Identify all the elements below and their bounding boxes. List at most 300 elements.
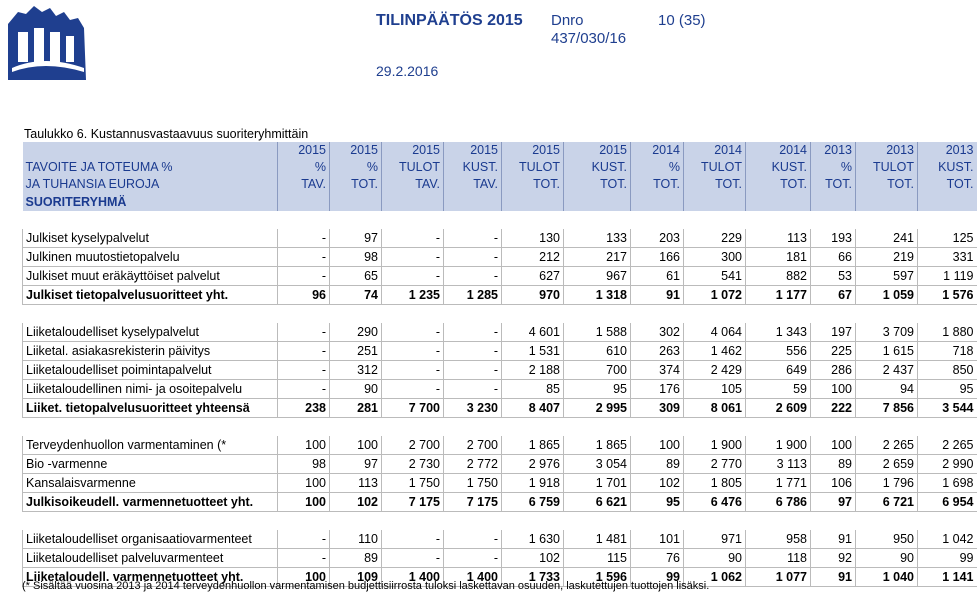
table-cell: 133 [564, 229, 631, 248]
table-cell: - [444, 342, 502, 361]
table-cell: 286 [811, 361, 856, 380]
table-row [23, 229, 977, 248]
table-cell: 219 [856, 248, 918, 267]
table-cell: 1 865 [502, 436, 564, 455]
table-cell: 61 [631, 267, 684, 286]
column-header-line: TULOT [399, 160, 440, 174]
table-cell: 331 [918, 248, 977, 267]
table-cell: 100 [278, 493, 330, 512]
column-header-line: % [366, 160, 378, 174]
table-cell: - [278, 342, 330, 361]
table-cell: 222 [811, 399, 856, 418]
table-row [23, 267, 977, 286]
table-cell: 181 [746, 248, 811, 267]
table-cell: 2 437 [856, 361, 918, 380]
table-cell: 8 061 [684, 399, 746, 418]
column-header [631, 142, 684, 193]
table-cell: 1 400 [444, 568, 502, 587]
spacer-row [23, 305, 977, 324]
column-header-line: TOT. [780, 177, 807, 191]
table-cell: 106 [811, 474, 856, 493]
table-row [23, 323, 977, 342]
table-cell: 100 [330, 436, 382, 455]
table-cell: 1 042 [918, 530, 977, 549]
row-label: Julkiset tietopalvelusuoritteet yht. [23, 286, 278, 305]
table-row [23, 361, 977, 380]
header-label [23, 142, 278, 193]
table-cell: 7 175 [382, 493, 444, 512]
table-cell: 2 990 [918, 455, 977, 474]
column-header-line: TULOT [519, 160, 560, 174]
column-header-line: TOT. [351, 177, 378, 191]
column-header-line: TOT. [533, 177, 560, 191]
table-cell: 1 615 [856, 342, 918, 361]
row-label: Julkinen muutostietopalvelu [23, 248, 278, 267]
document-title: TILINPÄÄTÖS 2015 [376, 12, 523, 29]
column-header [918, 142, 977, 193]
table-cell: 91 [811, 530, 856, 549]
table-cell: 3 113 [746, 455, 811, 474]
table-cell: 99 [918, 549, 977, 568]
table-row [23, 380, 977, 399]
section-cell [330, 193, 382, 211]
table-cell: - [382, 229, 444, 248]
column-header-line: TOT. [946, 177, 974, 191]
section-cell [444, 193, 502, 211]
section-cell [502, 193, 564, 211]
table-cell: 541 [684, 267, 746, 286]
table-cell: - [382, 342, 444, 361]
table-cell: 718 [918, 342, 977, 361]
row-label: Bio -varmenne [23, 455, 278, 474]
column-header [502, 142, 564, 193]
table-cell: 7 700 [382, 399, 444, 418]
table-cell: 59 [746, 380, 811, 399]
table-cell: 882 [746, 267, 811, 286]
table-cell: 290 [330, 323, 382, 342]
table-cell: 118 [746, 549, 811, 568]
table-cell: - [278, 248, 330, 267]
table-cell: 374 [631, 361, 684, 380]
column-header [811, 142, 856, 193]
table-cell: 6 476 [684, 493, 746, 512]
header-label-line2: JA TUHANSIA EUROJA [25, 177, 160, 191]
section-cell [746, 193, 811, 211]
column-header-line: 2015 [470, 143, 498, 157]
column-header-line: % [840, 160, 852, 174]
table-cell: - [382, 549, 444, 568]
column-header-line: TAV. [415, 177, 440, 191]
table-cell: 263 [631, 342, 684, 361]
table-cell: 115 [564, 549, 631, 568]
table-cell: 67 [811, 286, 856, 305]
table-cell: 130 [502, 229, 564, 248]
table-cell: - [278, 361, 330, 380]
column-header-line: KUST. [938, 160, 974, 174]
table-cell: 2 265 [918, 436, 977, 455]
table-cell: 1 576 [918, 286, 977, 305]
table-cell: 203 [631, 229, 684, 248]
table-cell: 97 [330, 229, 382, 248]
spacer-row [23, 211, 977, 229]
row-label: Liiketal. asiakasrekisterin päivitys [23, 342, 278, 361]
spacer-cell [23, 418, 977, 437]
column-header-line: KUST. [462, 160, 498, 174]
table-row [23, 399, 977, 418]
table-cell: - [382, 530, 444, 549]
table-row [23, 474, 977, 493]
section-cell [811, 193, 856, 211]
table-cell: - [444, 380, 502, 399]
table-cell: 309 [631, 399, 684, 418]
table-cell: 100 [278, 474, 330, 493]
row-label: Liiketaloudellinen nimi- ja osoitepalvelu [23, 380, 278, 399]
table-cell: 1 698 [918, 474, 977, 493]
table-cell: 95 [564, 380, 631, 399]
document-date: 29.2.2016 [376, 63, 439, 79]
table-row [23, 455, 977, 474]
column-header-line: 2013 [824, 143, 852, 157]
table-cell: 96 [278, 286, 330, 305]
table-cell: 2 730 [382, 455, 444, 474]
table-cell: 1 343 [746, 323, 811, 342]
table-cell: 1 805 [684, 474, 746, 493]
table-cell: 251 [330, 342, 382, 361]
table-cell: 98 [278, 455, 330, 474]
row-label: Liiketaloudelliset kyselypalvelut [23, 323, 278, 342]
table-cell: 2 772 [444, 455, 502, 474]
column-header-line: TOT. [825, 177, 852, 191]
row-label: Liiketaloudelliset organisaatiovarmenteet [23, 530, 278, 549]
table-cell: 238 [278, 399, 330, 418]
table-row [23, 493, 977, 512]
spacer-cell [23, 305, 977, 324]
footnote: (* Sisältää vuosina 2013 ja 2014 terveydenhuollon varmentamisen budjettisiirrosta tuloksi laskettavan osuuden, laskutettujen tuottojen lisäksi. [22, 580, 710, 592]
column-header-line: % [314, 160, 326, 174]
table-cell: 4 064 [684, 323, 746, 342]
table-cell: 113 [746, 229, 811, 248]
table-cell: 7 856 [856, 399, 918, 418]
table-cell: - [278, 267, 330, 286]
section-row [23, 193, 977, 211]
table-cell: 1 059 [856, 286, 918, 305]
table-cell: 610 [564, 342, 631, 361]
table-cell: 90 [856, 549, 918, 568]
table-cell: 970 [502, 286, 564, 305]
column-header-line: TULOT [873, 160, 914, 174]
column-header-line: 2015 [599, 143, 627, 157]
table-cell: 6 954 [918, 493, 977, 512]
table-cell: 556 [746, 342, 811, 361]
table-cell: 102 [330, 493, 382, 512]
section-cell [631, 193, 684, 211]
table-cell: 76 [631, 549, 684, 568]
table-cell: 176 [631, 380, 684, 399]
table-row [23, 549, 977, 568]
table-cell: - [382, 323, 444, 342]
section-cell [918, 193, 977, 211]
table-cell: 1 750 [444, 474, 502, 493]
table-cell: 1 701 [564, 474, 631, 493]
table-cell: 597 [856, 267, 918, 286]
table-cell: 7 175 [444, 493, 502, 512]
dnro-value: 437/030/16 [551, 30, 627, 47]
table-cell: - [382, 248, 444, 267]
table-cell: 225 [811, 342, 856, 361]
table-cell: 241 [856, 229, 918, 248]
column-header-line: TOT. [600, 177, 627, 191]
table-row [23, 286, 977, 305]
row-label: Liiketaloudell. varmennetuotteet yht. [23, 568, 278, 587]
row-label: Julkiset kyselypalvelut [23, 229, 278, 248]
column-header [278, 142, 330, 193]
table-cell: 53 [811, 267, 856, 286]
table-cell: 1 588 [564, 323, 631, 342]
table-cell: 100 [631, 436, 684, 455]
table-row [23, 436, 977, 455]
table-cell: 100 [811, 380, 856, 399]
table-cell: 6 721 [856, 493, 918, 512]
column-header-line: TAV. [473, 177, 498, 191]
row-label: Liiketaloudelliset poimintapalvelut [23, 361, 278, 380]
section-cell [278, 193, 330, 211]
table-cell: 1 400 [382, 568, 444, 587]
table-cell: 281 [330, 399, 382, 418]
table-cell: 1 285 [444, 286, 502, 305]
table-cell: 627 [502, 267, 564, 286]
table-cell: 94 [856, 380, 918, 399]
table-cell: - [444, 361, 502, 380]
dnro-label: Dnro [551, 12, 584, 29]
table-cell: 100 [278, 568, 330, 587]
table-cell: 3 709 [856, 323, 918, 342]
table-cell: 967 [564, 267, 631, 286]
table-cell: 2 995 [564, 399, 631, 418]
row-label: Liiketaloudelliset palveluvarmenteet [23, 549, 278, 568]
table-cell: 100 [811, 436, 856, 455]
table-cell: - [278, 380, 330, 399]
table-cell: 97 [811, 493, 856, 512]
table-cell: 312 [330, 361, 382, 380]
section-cell [856, 193, 918, 211]
table-cell: - [278, 229, 330, 248]
column-header-line: TOT. [715, 177, 742, 191]
table-row [23, 530, 977, 549]
table-cell: 1 880 [918, 323, 977, 342]
spacer-row [23, 512, 977, 531]
column-header-line: KUST. [771, 160, 807, 174]
table-cell: 8 407 [502, 399, 564, 418]
cost-table [22, 142, 977, 587]
table-cell: 89 [631, 455, 684, 474]
spacer-cell [23, 512, 977, 531]
spacer-row [23, 418, 977, 437]
table-cell: 90 [684, 549, 746, 568]
table-cell: 2 770 [684, 455, 746, 474]
table-cell: 95 [631, 493, 684, 512]
column-header-line: 2015 [298, 143, 326, 157]
table-cell: 300 [684, 248, 746, 267]
table-cell: - [444, 549, 502, 568]
column-header [746, 142, 811, 193]
table-cell: 1 531 [502, 342, 564, 361]
table-cell: 971 [684, 530, 746, 549]
table-cell: 89 [330, 549, 382, 568]
table-cell: 74 [330, 286, 382, 305]
table-cell: 1 900 [746, 436, 811, 455]
table-cell: 102 [502, 549, 564, 568]
column-header-line: 2013 [886, 143, 914, 157]
section-cell [564, 193, 631, 211]
column-header-line: 2015 [532, 143, 560, 157]
table-cell: 1 796 [856, 474, 918, 493]
table-cell: 1 235 [382, 286, 444, 305]
table-cell: 95 [918, 380, 977, 399]
table-cell: 212 [502, 248, 564, 267]
table-cell: 166 [631, 248, 684, 267]
table-cell: 958 [746, 530, 811, 549]
table-cell: 92 [811, 549, 856, 568]
table-cell: 193 [811, 229, 856, 248]
table-cell: 6 759 [502, 493, 564, 512]
table-cell: 3 544 [918, 399, 977, 418]
table-cell: 89 [811, 455, 856, 474]
column-header [444, 142, 502, 193]
column-header-line: KUST. [591, 160, 627, 174]
table-cell: - [444, 229, 502, 248]
table-cell: 2 188 [502, 361, 564, 380]
table-cell: 91 [631, 286, 684, 305]
organization-logo-icon [4, 2, 90, 84]
column-header [684, 142, 746, 193]
table-cell: 2 700 [382, 436, 444, 455]
row-label: Julkisoikeudell. varmennetuotteet yht. [23, 493, 278, 512]
table-cell: 1 077 [746, 568, 811, 587]
table-cell: 2 609 [746, 399, 811, 418]
table-cell: - [444, 323, 502, 342]
table-cell: 101 [631, 530, 684, 549]
table-cell: 113 [330, 474, 382, 493]
table-cell: 1 072 [684, 286, 746, 305]
table-cell: 110 [330, 530, 382, 549]
column-header-line: TULOT [701, 160, 742, 174]
row-label: Kansalaisvarmenne [23, 474, 278, 493]
column-header [564, 142, 631, 193]
table-cell: 3 054 [564, 455, 631, 474]
table-cell: - [382, 380, 444, 399]
table-cell: 1 630 [502, 530, 564, 549]
page-number: 10 (35) [658, 12, 706, 29]
table-row [23, 342, 977, 361]
table-cell: 1 771 [746, 474, 811, 493]
table-cell: 1 318 [564, 286, 631, 305]
table-cell: 1 462 [684, 342, 746, 361]
column-header-line: TAV. [301, 177, 326, 191]
table-cell: 1 177 [746, 286, 811, 305]
section-cell [382, 193, 444, 211]
table-cell: - [382, 267, 444, 286]
table-cell: 2 429 [684, 361, 746, 380]
column-header [856, 142, 918, 193]
table-cell: 6 786 [746, 493, 811, 512]
spacer-cell [23, 211, 977, 229]
table-cell: 950 [856, 530, 918, 549]
row-label: Terveydenhuollon varmentaminen (* [23, 436, 278, 455]
table-cell: 649 [746, 361, 811, 380]
table-row [23, 248, 977, 267]
section-cell [684, 193, 746, 211]
table-cell: 85 [502, 380, 564, 399]
table-cell: 2 976 [502, 455, 564, 474]
table-cell: 4 601 [502, 323, 564, 342]
table-cell: - [382, 361, 444, 380]
table-cell: 1 040 [856, 568, 918, 587]
table-cell: 2 265 [856, 436, 918, 455]
table-cell: 850 [918, 361, 977, 380]
column-header-line: TOT. [653, 177, 680, 191]
table-cell: - [278, 323, 330, 342]
column-header-line: 2014 [779, 143, 807, 157]
table-cell: 197 [811, 323, 856, 342]
table-cell: 99 [631, 568, 684, 587]
column-header-line: 2014 [652, 143, 680, 157]
section-label: SUORITERYHMÄ [23, 193, 278, 211]
table-cell: 2 659 [856, 455, 918, 474]
table-cell: - [444, 248, 502, 267]
table-cell: 1 062 [684, 568, 746, 587]
table-cell: 90 [330, 380, 382, 399]
table-cell: 2 700 [444, 436, 502, 455]
table-cell: 97 [330, 455, 382, 474]
table-cell: 1 900 [684, 436, 746, 455]
column-header-line: 2014 [714, 143, 742, 157]
table-cell: 302 [631, 323, 684, 342]
column-header-line: % [668, 160, 680, 174]
column-header-line: 2015 [350, 143, 378, 157]
table-header-row [23, 142, 977, 193]
table-cell: 100 [278, 436, 330, 455]
column-header [382, 142, 444, 193]
table-cell: - [278, 549, 330, 568]
table-cell: 102 [631, 474, 684, 493]
column-header [330, 142, 382, 193]
table-cell: 217 [564, 248, 631, 267]
row-label: Julkiset muut eräkäyttöiset palvelut [23, 267, 278, 286]
table-cell: 1 141 [918, 568, 977, 587]
table-cell: 1 733 [502, 568, 564, 587]
table-cell: 700 [564, 361, 631, 380]
table-cell: 1 596 [564, 568, 631, 587]
table-caption: Taulukko 6. Kustannusvastaavuus suoriteryhmittäin [24, 127, 309, 141]
column-header-line: TOT. [887, 177, 914, 191]
table-cell: 65 [330, 267, 382, 286]
table-cell: - [444, 267, 502, 286]
table-cell: 91 [811, 568, 856, 587]
table-cell: 1 918 [502, 474, 564, 493]
table-cell: - [278, 530, 330, 549]
table-cell: - [444, 530, 502, 549]
table-cell: 6 621 [564, 493, 631, 512]
header-label-line1: TAVOITE JA TOTEUMA % [25, 160, 173, 174]
table-cell: 1 750 [382, 474, 444, 493]
table-cell: 3 230 [444, 399, 502, 418]
table-cell: 105 [684, 380, 746, 399]
table-cell: 229 [684, 229, 746, 248]
table-cell: 98 [330, 248, 382, 267]
table-cell: 66 [811, 248, 856, 267]
table-cell: 1 865 [564, 436, 631, 455]
row-label: Liiket. tietopalvelusuoritteet yhteensä [23, 399, 278, 418]
